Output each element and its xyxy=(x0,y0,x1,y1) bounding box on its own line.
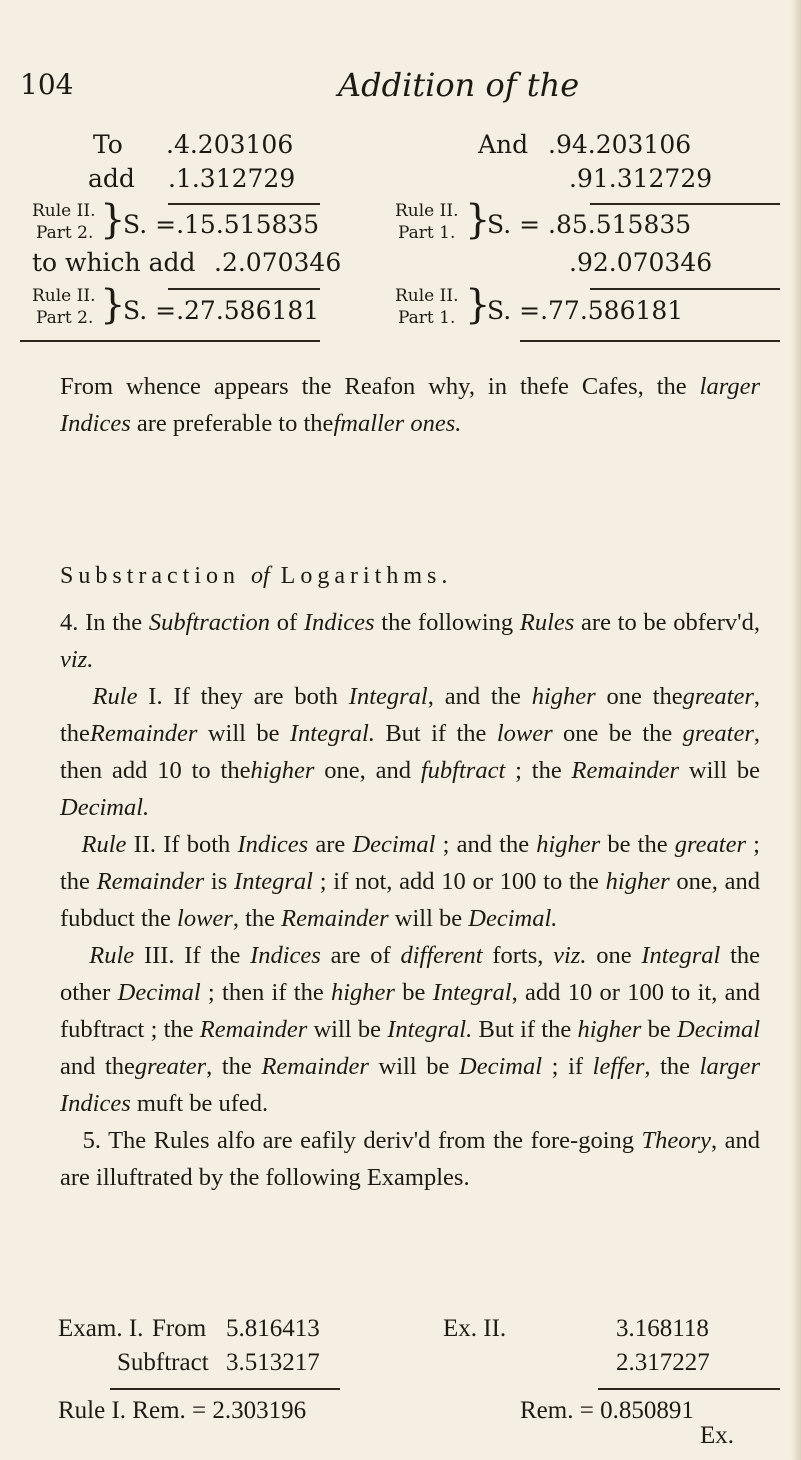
left-bottom-line xyxy=(20,340,320,342)
conclusion-paragraph: From whence appears the Reafon why, in thefe Cafes, the larger Indices are preferable to thefmaller ones. xyxy=(60,373,760,437)
example-1-from-value: 5.816413 xyxy=(226,1315,320,1342)
left-brace-b: } xyxy=(100,282,126,328)
example-1-from-label: From xyxy=(152,1315,207,1342)
left-to-which-value: .2.070346 xyxy=(214,248,342,277)
page-edge-shadow xyxy=(791,0,801,1460)
right-and-value: .94.203106 xyxy=(548,130,692,159)
example-2-label: Ex. II. xyxy=(443,1315,507,1342)
right-part-a: Part 1. xyxy=(398,223,456,243)
left-add-value: .1.312729 xyxy=(168,164,296,193)
right-sum-line-a xyxy=(590,203,780,205)
left-to-which-label: to which add xyxy=(32,248,196,277)
left-to-label: To xyxy=(93,130,123,159)
left-sum-b: S. =.27.586181 xyxy=(123,296,320,325)
right-brace-b: } xyxy=(465,282,491,328)
right-sum-line-b xyxy=(590,288,780,290)
right-and-label: And xyxy=(478,130,529,159)
section-heading: Substraction of Logarithms. xyxy=(60,563,453,589)
left-part-a: Part 2. xyxy=(36,223,94,243)
left-sum-line-b xyxy=(168,288,320,290)
left-part-b: Part 2. xyxy=(36,308,94,328)
catchword: Ex. xyxy=(700,1422,735,1449)
example-1-sub-label: Subftract xyxy=(117,1349,209,1376)
example-2-line xyxy=(598,1388,780,1390)
example-1-sub-value: 3.513217 xyxy=(226,1349,320,1376)
right-third-value: .92.070346 xyxy=(569,248,713,277)
right-part-b: Part 1. xyxy=(398,308,456,328)
left-rule-b: Rule II. xyxy=(32,286,96,306)
left-to-value: .4.203106 xyxy=(166,130,294,159)
right-sum-a: S. = .85.515835 xyxy=(487,210,692,239)
left-rule-a: Rule II. xyxy=(32,201,96,221)
running-title: Addition of the xyxy=(338,66,580,104)
example-2-top-value: 3.168118 xyxy=(616,1315,709,1342)
right-brace-a: } xyxy=(465,197,491,243)
left-sum-line-a xyxy=(168,203,320,205)
left-sum-a: S. =.15.515835 xyxy=(123,210,320,239)
right-rule-b: Rule II. xyxy=(395,286,459,306)
example-1-remainder: Rule I. Rem. = 2.303196 xyxy=(58,1397,307,1424)
example-2-sub-value: 2.317227 xyxy=(616,1349,710,1376)
left-add-label: add xyxy=(88,164,135,193)
example-2-remainder: Rem. = 0.850891 xyxy=(520,1397,694,1424)
example-1-line xyxy=(110,1388,340,1390)
right-bottom-line xyxy=(520,340,780,342)
example-1-label: Exam. I. xyxy=(58,1315,144,1342)
left-brace-a: } xyxy=(100,197,126,243)
rules-paragraph: 4. In the Subftraction of Indices the following Rules are to be obferv'd, viz. Rule I. If they are both Integral, and the higher one thegreater, theRemainder will be Integral. But if the lower one be the greater, then add 10 to thehigher one, and fubftract ; the Remainder will be Decimal. Rule II. If both Indices are Decimal ; and the higher be the greater ; the Remainder is Integral ; if not, add 10 or 100 to the higher one, and fubduct the lower, the Remainder will be Decimal. Rule III. If the Indices are of different forts, viz. one Integral the other Decimal ; then if the higher be Integral, add 10 or 100 to it, and fubftract ; the Remainder will be Integral. But if the higher be Decimal and thegreater, the Remainder will be Decimal ; if leffer, the larger Indices muft be ufed. 5. The Rules alfo are eafily deriv'd from the fore-going Theory, and are illuftrated by the following Examples. xyxy=(60,609,761,1191)
page-number: 104 xyxy=(20,68,74,101)
right-sum-b: S. =.77.586181 xyxy=(487,296,684,325)
right-second-value: .91.312729 xyxy=(569,164,713,193)
right-rule-a: Rule II. xyxy=(395,201,459,221)
